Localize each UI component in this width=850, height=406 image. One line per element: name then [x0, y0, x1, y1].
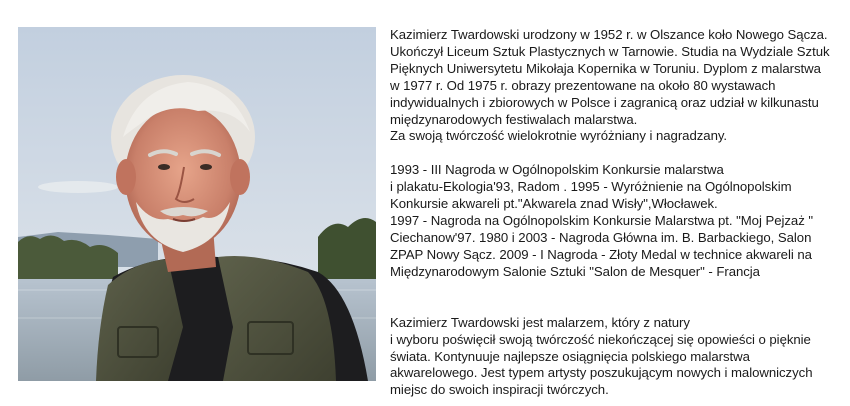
bio-line: Kazimierz Twardowski urodzony w 1952 r. w Olszance koło Nowego Sącza.	[390, 27, 828, 42]
description-line: miejsc do swoich inspiracji twórczych.	[390, 382, 609, 398]
portrait-illustration	[18, 27, 376, 381]
description-paragraph	[390, 315, 840, 400]
bio-line: Pięknych Uniwersytetu Mikołaja Kopernika w Toruniu. Dyplom z malarstwa	[390, 60, 821, 76]
awards-line: Międzynarodowym Salonie Sztuki "Salon de Mesquer" - Francja	[390, 263, 760, 279]
paragraph-spacer	[390, 281, 840, 315]
awards-line: ZPAP Nowy Sącz. 2009 - I Nagroda - Złoty Medal w technice akwareli na	[390, 246, 812, 262]
bio-line: Ukończył Liceum Sztuk Plastycznych w Tarnowie. Studia na Wydziale Sztuk	[390, 43, 830, 59]
description-line: Kazimierz Twardowski jest malarzem, który z natury	[390, 314, 690, 330]
awards-line: 1997 - Nagroda na Ogólnopolskim Konkursie Malarstwa pt. "Moj Pejzaż "	[390, 213, 813, 229]
awards-line: i plakatu-Ekologia'93, Radom . 1995 - Wyróżnienie na Ogólnopolskim	[390, 179, 792, 195]
bio-paragraph	[390, 27, 840, 145]
paragraph-spacer	[390, 145, 840, 162]
bio-line: międzynarodowych festiwalach malarstwa.	[390, 111, 638, 127]
description-line: świata. Kontynuuje najlepsze osiągnięcia polskiego malarstwa	[390, 348, 750, 364]
artist-portrait-photo	[18, 27, 376, 381]
description-line: akwarelowego. Jest typem artysty poszukującym nowych i malowniczych	[390, 365, 813, 381]
bio-line: indywidualnych i zbiorowych w Polsce i zagranicą oraz udział w kilkunastu	[390, 94, 819, 110]
awards-line: Ciechanow'97. 1980 i 2003 - Nagroda Główna im. B. Barbackiego, Salon	[390, 229, 812, 245]
awards-line: 1993 - III Nagroda w Ogólnopolskim Konkursie malarstwa	[390, 162, 724, 178]
bio-line: Za swoją twórczość wielokrotnie wyróżniany i nagradzany.	[390, 128, 728, 144]
bio-line: w 1977 r. Od 1975 r. obrazy prezentowane na około 80 wystawach	[390, 77, 776, 93]
biography-text-column	[390, 27, 840, 399]
description-line: i wyboru poświęcił swoją twórczość niekończącej się opowieści o pięknie	[390, 331, 811, 347]
awards-line: Konkursie akwareli pt."Akwarela znad Wisły",Włocławek.	[390, 196, 718, 212]
awards-paragraph	[390, 162, 840, 280]
